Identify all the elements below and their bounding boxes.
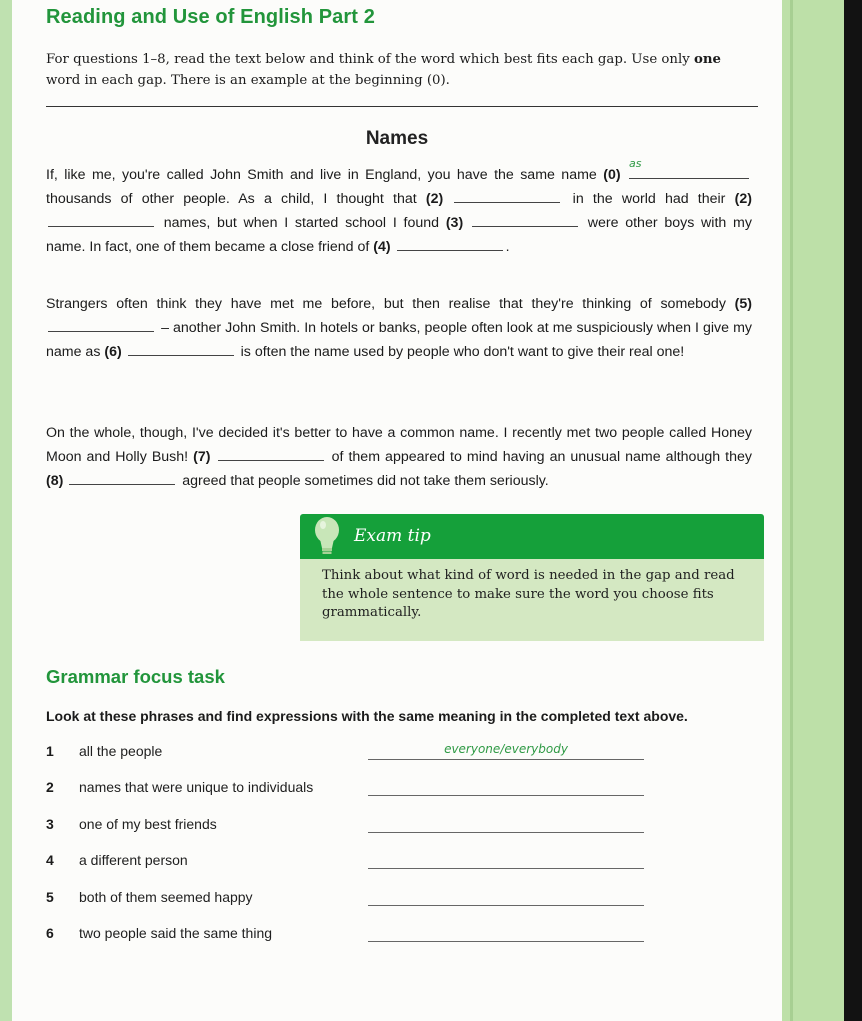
item-phrase: names that were unique to individuals bbox=[79, 779, 314, 796]
answer-line[interactable] bbox=[368, 795, 644, 796]
answer-line[interactable] bbox=[368, 832, 644, 833]
answer-line[interactable] bbox=[368, 868, 644, 869]
p3-text-3: agreed that people sometimes did not take them seriously. bbox=[182, 473, 549, 489]
list-item bbox=[46, 776, 666, 812]
exam-tip-header bbox=[300, 514, 764, 559]
paragraph-3 bbox=[46, 421, 752, 493]
list-item bbox=[46, 922, 666, 958]
worksheet-page bbox=[12, 0, 782, 1021]
gap-blank-8[interactable] bbox=[69, 470, 175, 485]
gap-label-5: (5) bbox=[734, 296, 752, 312]
gap-blank-3[interactable] bbox=[472, 212, 578, 227]
grammar-focus-list bbox=[46, 740, 666, 958]
item-number: 4 bbox=[46, 852, 54, 869]
p2-text-2: – another John Smith. In hotels or banks, people often look at me suspiciously when I give my name as bbox=[46, 320, 752, 360]
gap-blank-0[interactable] bbox=[629, 157, 749, 179]
item-number: 5 bbox=[46, 888, 54, 905]
gap-label-2a: (2) bbox=[425, 191, 444, 207]
p2-text-3: is often the name used by people who don't want to give their real one! bbox=[240, 344, 685, 360]
gap-blank-2b[interactable] bbox=[48, 212, 154, 227]
p1-text-1: If, like me, you're called John Smith and live in England, you have the same name bbox=[46, 167, 597, 183]
item-number: 6 bbox=[46, 924, 54, 941]
gap-label-3: (3) bbox=[445, 215, 464, 231]
answer-line[interactable] bbox=[368, 905, 644, 906]
p2-text-1: Strangers often think they have met me before, but then realise that they're thinking of somebody bbox=[46, 296, 726, 312]
gap-blank-6[interactable] bbox=[128, 341, 234, 356]
list-item bbox=[46, 886, 666, 922]
answer-line[interactable] bbox=[368, 759, 644, 760]
paragraph-2 bbox=[46, 292, 752, 364]
item-phrase: all the people bbox=[79, 743, 163, 759]
text-title: Names bbox=[365, 128, 429, 149]
gap-label-7: (7) bbox=[193, 449, 211, 465]
item-number: 2 bbox=[46, 779, 54, 796]
item-number: 1 bbox=[46, 743, 54, 759]
divider-line bbox=[46, 106, 758, 107]
gap-blank-5[interactable] bbox=[48, 317, 154, 332]
gap-blank-7[interactable] bbox=[218, 446, 324, 461]
section-title: Reading and Use of English Part 2 bbox=[46, 6, 375, 28]
item-number: 3 bbox=[46, 815, 54, 832]
paragraph-1 bbox=[46, 157, 752, 259]
list-item bbox=[46, 849, 666, 885]
gap-label-2b: (2) bbox=[734, 191, 752, 207]
p1-text-5: were other boys with my name. In fact, one of them became a close friend of bbox=[46, 215, 752, 255]
gap-blank-2a[interactable] bbox=[454, 188, 560, 203]
example-answer: as bbox=[629, 157, 642, 170]
page-fold bbox=[790, 0, 793, 1021]
grammar-focus-instruction: Look at these phrases and find expressions with the same meaning in the completed text above. bbox=[46, 708, 688, 724]
item-phrase: a different person bbox=[79, 852, 188, 869]
p1-text-4: names, but when I started school I found bbox=[163, 215, 440, 231]
instructions-text-2: word in each gap. There is an example at the beginning (0). bbox=[46, 73, 450, 88]
p1-text-6: . bbox=[505, 239, 510, 255]
lightbulb-icon bbox=[314, 516, 340, 563]
grammar-focus-title: Grammar focus task bbox=[46, 666, 225, 687]
list-item bbox=[46, 740, 666, 776]
instructions-emphasis: one bbox=[694, 52, 721, 67]
p1-text-3: in the world had their bbox=[572, 191, 726, 207]
p3-text-1: On the whole, though, I've decided it's better to have a common name. I recently met two people called Honey Moon and Holly Bush! bbox=[46, 425, 752, 465]
right-margin-strip bbox=[782, 0, 844, 1021]
gap-label-4: (4) bbox=[373, 239, 391, 255]
exam-tip-title: Exam tip bbox=[354, 526, 431, 546]
left-margin-strip bbox=[0, 0, 12, 1021]
item-phrase: both of them seemed happy bbox=[79, 888, 253, 905]
p3-text-2: of them appeared to mind having an unusual name although they bbox=[331, 449, 752, 465]
task-instructions bbox=[46, 49, 758, 91]
list-item bbox=[46, 813, 666, 849]
exam-tip-text: Think about what kind of word is needed in the gap and read the whole sentence to make sure the word you choose fits grammatically. bbox=[322, 568, 735, 620]
instructions-text-1: For questions 1–8, read the text below and think of the word which best fits each gap. Use only bbox=[46, 52, 694, 67]
p1-text-2: thousands of other people. As a child, I thought that bbox=[46, 191, 417, 207]
item-phrase: two people said the same thing bbox=[79, 924, 273, 941]
dark-edge bbox=[844, 0, 862, 1021]
gap-label-6: (6) bbox=[104, 344, 122, 360]
gap-label-8: (8) bbox=[46, 473, 64, 489]
answer-line[interactable] bbox=[368, 941, 644, 942]
gap-blank-4[interactable] bbox=[397, 236, 503, 251]
gap-label-0: (0) bbox=[603, 167, 621, 183]
exam-tip-body bbox=[300, 559, 764, 641]
item-phrase: one of my best friends bbox=[79, 815, 217, 832]
item-answer: everyone/everybody bbox=[444, 742, 568, 756]
